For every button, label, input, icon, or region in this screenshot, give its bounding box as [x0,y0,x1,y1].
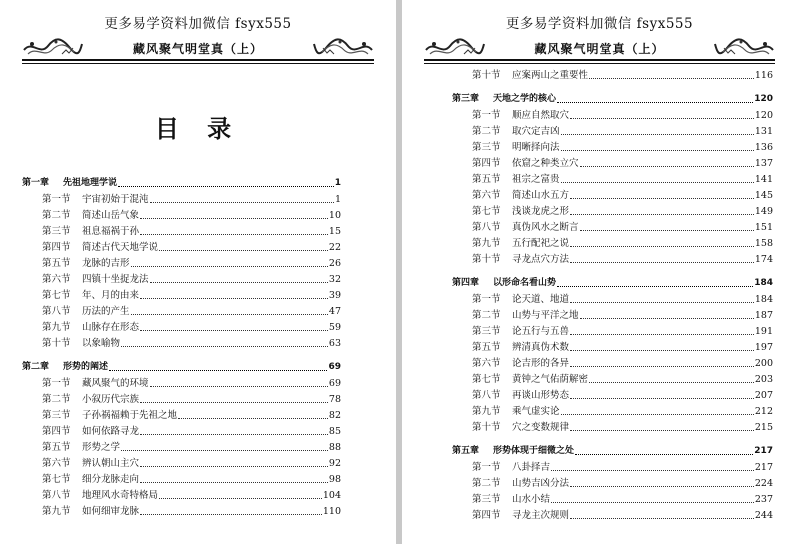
toc-section-entry[interactable] [22,390,341,406]
toc-leader-dots [570,302,754,303]
toc-entry-title: 再谈山形势态 [512,390,570,401]
toc-entry-number: 第五节 [472,342,501,353]
toc-spacer [452,266,773,274]
toc-section-entry[interactable] [22,206,341,222]
toc-page-number: 47 [328,306,341,317]
toc-entry-number: 第三节 [472,326,501,337]
toc-entry-number: 第六节 [472,190,501,201]
toc-leader-dots [159,250,328,251]
toc-page-number: 116 [754,70,773,81]
toc-entry-title: 细分龙脉走向 [82,474,140,485]
toc-entry-title: 祖宗之富贵 [512,174,560,185]
toc-leader-dots [570,334,754,335]
toc-leader-dots [561,150,754,151]
toc-entry-title: 论天道、地道 [512,294,570,305]
toc-page-number: 32 [328,274,341,285]
header-rule [22,59,374,61]
toc-entry-title: 浅谈龙虎之形 [512,206,570,217]
toc-entry-number: 第二节 [472,126,501,137]
toc-entry-title: 简述山岳气象 [82,210,140,221]
toc-leader-dots [570,366,754,367]
toc-section-entry[interactable] [452,186,773,202]
toc-section-entry[interactable] [22,406,341,422]
toc-leader-dots [131,266,328,267]
toc-page-number: 104 [322,490,341,501]
toc-entry-title: 乘气虚实论 [512,406,560,417]
toc-entry-title: 应案两山之重要性 [512,70,589,81]
toc-entry-number: 第一节 [42,378,71,389]
toc-leader-dots [150,386,328,387]
dragon-ornament-icon [713,36,775,58]
toc-entry-title: 形势之学 [82,442,121,453]
toc-leader-dots [570,398,754,399]
toc-leader-dots [551,502,754,503]
toc-page-number: 1 [334,178,341,188]
toc-entry-title: 辨清真伪术数 [512,342,570,353]
toc-leader-dots [570,198,754,199]
toc-entry-number: 第六节 [42,458,71,469]
toc-entry-number: 第十节 [472,254,501,265]
toc-page-number: 88 [328,442,341,453]
toc-list [22,174,341,518]
toc-page-number: 15 [328,226,341,237]
toc-leader-dots [570,350,754,351]
toc-leader-dots [140,402,328,403]
toc-entry-number: 第二节 [472,478,501,489]
toc-page-number: 151 [754,222,773,233]
toc-entry-title: 以形命名看山势 [493,278,557,288]
toc-entry-title: 天地之学的核心 [493,94,557,104]
toc-chapter-entry[interactable] [22,174,341,190]
toc-spacer [452,434,773,442]
header-rule [424,59,775,61]
toc-entry-number: 第七节 [472,206,501,217]
toc-section-entry[interactable] [22,438,341,454]
toc-entry-number: 第三节 [472,142,501,153]
toc-leader-dots [570,430,754,431]
toc-entry-title: 如何依路寻龙 [82,426,140,437]
toc-entry-title: 形势体现于细微之处 [493,446,575,456]
toc-page-number: 59 [328,322,341,333]
toc-section-entry[interactable] [22,318,341,334]
toc-entry-title: 山水小结 [512,494,551,505]
toc-leader-dots [118,186,334,187]
toc-section-entry[interactable] [452,122,773,138]
toc-section-entry[interactable] [22,502,341,518]
toc-entry-number: 第六节 [472,358,501,369]
toc-section-entry[interactable] [22,422,341,438]
toc-entry-title: 历法的产生 [82,306,130,317]
toc-leader-dots [178,418,328,419]
toc-entry-title: 穴之变数规律 [512,422,570,433]
toc-page-number: 215 [754,422,773,433]
header-band [424,36,775,58]
toc-leader-dots [589,382,754,383]
toc-page-number: 22 [328,242,341,253]
toc-entry-title: 子孙祸福赖于先祖之地 [82,410,178,421]
toc-leader-dots [575,454,753,455]
toc-leader-dots [561,182,754,183]
toc-leader-dots [580,318,754,319]
toc-entry-title: 简述古代天地学说 [82,242,159,253]
book-title: 藏风聚气明堂真（上） [132,42,263,56]
toc-entry-number: 第九节 [472,238,501,249]
toc-section-entry[interactable] [452,386,773,402]
toc-leader-dots [589,78,754,79]
toc-page-number: 217 [754,462,773,473]
toc-page-number: 120 [754,94,773,104]
toc-page-number: 10 [328,210,341,221]
toc-chapter-entry[interactable] [452,90,773,106]
toc-page-number: 158 [754,238,773,249]
toc-entry-title: 山脉存在形态 [82,322,140,333]
toc-leader-dots [140,298,328,299]
toc-section-entry[interactable] [452,306,773,322]
toc-page-number: 197 [754,342,773,353]
toc-page-number: 145 [754,190,773,201]
toc-page-number: 85 [328,426,341,437]
dragon-ornament-icon [312,36,374,58]
toc-entry-title: 八卦择吉 [512,462,551,473]
header-rule-thin [424,63,775,64]
toc-entry-number: 第六节 [42,274,71,285]
toc-leader-dots [570,118,754,119]
toc-entry-title: 以象喻物 [82,338,121,349]
toc-entry-number: 第一章 [22,178,50,188]
toc-leader-dots [140,482,328,483]
toc-page-number: 131 [754,126,773,137]
toc-leader-dots [570,246,754,247]
toc-page-number: 207 [754,390,773,401]
toc-leader-dots [570,486,754,487]
toc-section-entry[interactable] [22,190,341,206]
toc-page-number: 63 [328,338,341,349]
toc-page-number: 174 [754,254,773,265]
toc-page-number: 191 [754,326,773,337]
right-page [402,0,797,544]
toc-page-number: 217 [754,446,773,456]
toc-leader-dots [131,314,328,315]
toc-entry-title: 四镇十坐捉龙法 [82,274,149,285]
toc-section-entry[interactable] [452,66,773,82]
toc-section-entry[interactable] [452,354,773,370]
toc-entry-number: 第二节 [472,310,501,321]
toc-page-number: 82 [328,410,341,421]
toc-section-entry[interactable] [452,250,773,266]
toc-section-entry[interactable] [452,474,773,490]
toc-section-entry[interactable] [22,302,341,318]
toc-entry-title: 寻龙主次规则 [512,510,570,521]
toc-entry-number: 第一节 [472,110,501,121]
toc-leader-dots [140,514,322,515]
toc-entry-title: 辨认朝山主穴 [82,458,140,469]
toc-entry-number: 第四节 [42,242,71,253]
toc-entry-title: 论吉形的各异 [512,358,570,369]
toc-section-entry[interactable] [22,238,341,254]
toc-section-entry[interactable] [22,486,341,502]
left-page [0,0,396,544]
toc-page-number: 69 [328,362,341,372]
toc-entry-title: 形势的阐述 [63,362,109,372]
toc-page-number: 26 [328,258,341,269]
toc-page-number: 98 [328,474,341,485]
toc-entry-title: 年、月的由来 [82,290,140,301]
toc-entry-number: 第五节 [42,258,71,269]
toc-leader-dots [561,414,754,415]
toc-page-number: 187 [754,310,773,321]
toc-page-number: 237 [754,494,773,505]
toc-section-entry[interactable] [452,138,773,154]
toc-entry-number: 第七节 [472,374,501,385]
toc-page-number: 137 [754,158,773,169]
toc-leader-dots [109,370,327,371]
toc-leader-dots [140,218,328,219]
toc-section-entry[interactable] [452,458,773,474]
promo-text: 更多易学资料加微信 fsyx555 [505,16,694,32]
toc-page-number: 69 [328,378,341,389]
toc-chapter-entry[interactable] [452,442,773,458]
header-band [22,36,374,58]
toc-entry-number: 第三节 [472,494,501,505]
toc-entry-number: 第八节 [42,306,71,317]
promo-text: 更多易学资料加微信 fsyx555 [104,16,292,32]
toc-entry-number: 第一节 [472,462,501,473]
toc-spacer [452,82,773,90]
toc-leader-dots [557,286,753,287]
toc-entry-number: 第四节 [472,510,501,521]
toc-entry-title: 山势与平洋之地 [512,310,579,321]
toc-entry-number: 第三章 [452,94,480,104]
toc-entry-title: 小叙历代宗族 [82,394,140,405]
toc-entry-number: 第十节 [472,70,501,81]
toc-leader-dots [140,466,328,467]
toc-section-entry[interactable] [452,370,773,386]
toc-entry-number: 第九节 [42,322,71,333]
toc-section-entry[interactable] [452,170,773,186]
toc-section-entry[interactable] [452,338,773,354]
toc-page-number: 244 [754,510,773,521]
toc-entry-title: 祖息福祸于孙 [82,226,140,237]
toc-entry-title: 明晰择向法 [512,142,560,153]
toc-section-entry[interactable] [22,470,341,486]
toc-leader-dots [570,262,754,263]
toc-entry-number: 第四章 [452,278,480,288]
toc-section-entry[interactable] [452,218,773,234]
toc-entry-title: 寻龙点穴方法 [512,254,570,265]
toc-leader-dots [121,346,328,347]
toc-entry-title: 论五行与五兽 [512,326,570,337]
toc-leader-dots [561,134,754,135]
toc-section-entry[interactable] [22,222,341,238]
toc-entry-number: 第四节 [472,158,501,169]
toc-entry-number: 第八节 [472,390,501,401]
toc-section-entry[interactable] [452,506,773,522]
toc-page-number: 141 [754,174,773,185]
toc-section-entry[interactable] [452,154,773,170]
toc-leader-dots [551,470,754,471]
toc-leader-dots [150,282,328,283]
toc-page-number: 200 [754,358,773,369]
toc-leader-dots [150,202,334,203]
toc-chapter-entry[interactable] [452,274,773,290]
toc-section-entry[interactable] [452,234,773,250]
toc-list [452,66,773,522]
toc-page-number: 110 [322,506,341,517]
toc-entry-number: 第九节 [472,406,501,417]
toc-page-number: 1 [334,194,341,205]
toc-entry-number: 第八节 [42,490,71,501]
toc-title: 目 录 [154,114,242,143]
toc-entry-number: 第十节 [42,338,71,349]
toc-entry-title: 简述山水五方 [512,190,570,201]
toc-section-entry[interactable] [22,270,341,286]
toc-section-entry[interactable] [22,286,341,302]
toc-entry-title: 藏风聚气的环境 [82,378,149,389]
toc-page-number: 212 [754,406,773,417]
toc-entry-title: 黄钟之气佑荫解密 [512,374,589,385]
toc-entry-title: 五行配祀之说 [512,238,570,249]
toc-page-number: 149 [754,206,773,217]
toc-entry-title: 地理风水奇特格局 [82,490,159,501]
toc-entry-number: 第二节 [42,210,71,221]
toc-entry-number: 第三节 [42,226,71,237]
toc-entry-title: 先祖地理学说 [63,178,118,188]
toc-page-number: 224 [754,478,773,489]
toc-page-number: 120 [754,110,773,121]
toc-entry-number: 第一节 [472,294,501,305]
toc-leader-dots [580,166,754,167]
toc-page-number: 78 [328,394,341,405]
toc-page-number: 184 [754,294,773,305]
toc-section-entry[interactable] [452,322,773,338]
toc-entry-number: 第二节 [42,394,71,405]
toc-leader-dots [580,230,754,231]
toc-leader-dots [570,214,754,215]
toc-entry-title: 依窟之种类立穴 [512,158,579,169]
toc-section-entry[interactable] [452,490,773,506]
toc-leader-dots [159,498,322,499]
toc-entry-number: 第七节 [42,290,71,301]
toc-entry-title: 龙脉的吉形 [82,258,130,269]
toc-section-entry[interactable] [22,254,341,270]
toc-entry-number: 第五节 [472,174,501,185]
toc-entry-number: 第五章 [452,446,480,456]
toc-leader-dots [140,330,328,331]
toc-section-entry[interactable] [452,402,773,418]
header-rule-thin [22,63,374,64]
toc-leader-dots [121,450,328,451]
toc-entry-number: 第三节 [42,410,71,421]
toc-section-entry[interactable] [452,418,773,434]
toc-section-entry[interactable] [22,454,341,470]
toc-chapter-entry[interactable] [22,358,341,374]
toc-entry-title: 取穴定吉凶 [512,126,560,137]
toc-entry-number: 第七节 [42,474,71,485]
toc-entry-title: 真伪风水之断言 [512,222,579,233]
toc-page-number: 184 [754,278,773,288]
toc-page-number: 136 [754,142,773,153]
book-title: 藏风聚气明堂真（上） [534,42,665,56]
toc-leader-dots [140,434,328,435]
toc-leader-dots [140,234,328,235]
toc-section-entry[interactable] [22,374,341,390]
toc-section-entry[interactable] [452,290,773,306]
toc-entry-number: 第五节 [42,442,71,453]
toc-entry-title: 宇宙初始于混沌 [82,194,149,205]
toc-section-entry[interactable] [22,334,341,350]
toc-page-number: 203 [754,374,773,385]
toc-page-number: 39 [328,290,341,301]
toc-entry-title: 顺应自然取穴 [512,110,570,121]
toc-entry-number: 第八节 [472,222,501,233]
toc-entry-number: 第十节 [472,422,501,433]
toc-entry-title: 山势吉凶分法 [512,478,570,489]
toc-leader-dots [557,102,753,103]
toc-section-entry[interactable] [452,106,773,122]
toc-spacer [22,350,341,358]
toc-section-entry[interactable] [452,202,773,218]
toc-entry-number: 第九节 [42,506,71,517]
toc-page-number: 92 [328,458,341,469]
toc-leader-dots [570,518,754,519]
toc-entry-number: 第四节 [42,426,71,437]
toc-entry-number: 第二章 [22,362,50,372]
toc-entry-title: 如何细审龙脉 [82,506,140,517]
toc-entry-number: 第一节 [42,194,71,205]
